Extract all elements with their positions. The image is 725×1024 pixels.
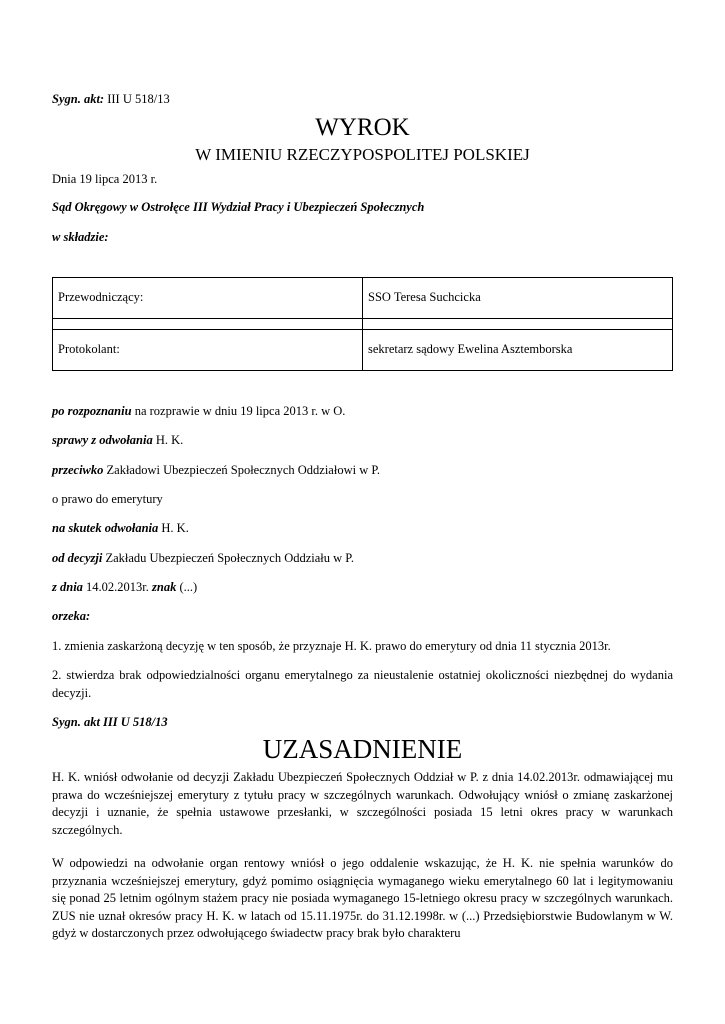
appeal-line bbox=[52, 432, 183, 450]
considered-line bbox=[52, 403, 345, 421]
considered-text: na rozprawie w dniu 19 lipca 2013 r. w O. bbox=[131, 404, 346, 418]
appeal-label: sprawy z odwołania bbox=[52, 433, 153, 447]
name-cell bbox=[363, 319, 673, 330]
against-text: Zakładowi Ubezpieczeń Społecznych Oddziałowi w P. bbox=[103, 463, 381, 477]
name-cell: sekretarz sądowy Ewelina Asztemborska bbox=[363, 330, 673, 371]
against-line bbox=[52, 462, 380, 480]
decision-date-line bbox=[52, 579, 197, 597]
court-name: Sąd Okręgowy w Ostrołęce III Wydział Pracy i Ubezpieczeń Społecznych bbox=[52, 200, 425, 214]
judgment-subtitle: W IMIENIU RZECZYPOSPOLITEJ POLSKIEJ bbox=[195, 145, 530, 164]
due-line bbox=[52, 520, 189, 538]
justification-paragraph-2: W odpowiedzi na odwołanie organ rentowy wniósł o jego oddalenie wskazując, że H. K. nie spełnia warunków do przyznania wcześniejszej emerytury, gdyż pomimo osiągnięcia wymaganego wieku emerytalnego 60 lat i legitymowaniu się ponad 25 letnim ogólnym stażem pracy nie posiada wymaganego 15-letniego okresu pracy w szczególnych warunkach. ZUS nie uznał okresów pracy H. K. w latach od 15.11.1975r. do 31.12.1998r. w (...) Przedsiębiorstwie Budowlanym w W. gdyż w dostarczonych przez odwołującego świadectw pracy brak było charakteru bbox=[52, 856, 673, 940]
sign-label: znak bbox=[152, 580, 177, 594]
sign-text: (...) bbox=[176, 580, 198, 594]
decision-date-text: 14.02.2013r. bbox=[82, 580, 153, 594]
name-cell: SSO Teresa Suchcicka bbox=[363, 278, 673, 319]
decision-date-label: z dnia bbox=[52, 580, 83, 594]
role-cell bbox=[53, 319, 363, 330]
decision-label: od decyzji bbox=[52, 551, 103, 565]
considered-label: po rozpoznaniu bbox=[52, 404, 132, 418]
decision-line bbox=[52, 550, 354, 568]
judgment-date: Dnia 19 lipca 2013 r. bbox=[52, 172, 158, 186]
role-cell: Protokolant: bbox=[53, 330, 363, 371]
table-row bbox=[53, 330, 673, 371]
table-row bbox=[53, 278, 673, 319]
case-signature-value: III U 518/13 bbox=[107, 92, 170, 106]
ruling-point-2: 2. stwierdza brak odpowiedzialności organu emerytalnego za nieustalenie ostatniej okoliczności niezbędnej do wydania decyzji. bbox=[52, 668, 673, 700]
composition-label: w składzie: bbox=[52, 230, 109, 244]
subject-line: o prawo do emerytury bbox=[52, 492, 163, 506]
due-label: na skutek odwołania bbox=[52, 521, 159, 535]
case-signature-line bbox=[52, 91, 170, 109]
role-cell: Przewodniczący: bbox=[53, 278, 363, 319]
due-text: H. K. bbox=[158, 521, 189, 535]
case-signature-label: Sygn. akt: bbox=[52, 92, 105, 106]
against-label: przeciwko bbox=[52, 463, 104, 477]
ruling-label: orzeka: bbox=[52, 609, 91, 623]
composition-table bbox=[52, 277, 673, 371]
judgment-title: WYROK bbox=[315, 114, 410, 141]
table-row bbox=[53, 319, 673, 330]
decision-text: Zakładu Ubezpieczeń Społecznych Oddziału w P. bbox=[102, 551, 354, 565]
justification-title: UZASADNIENIE bbox=[262, 734, 463, 764]
justification-signature: Sygn. akt III U 518/13 bbox=[52, 715, 168, 729]
appeal-text: H. K. bbox=[152, 433, 184, 447]
ruling-point-1: 1. zmienia zaskarżoną decyzję w ten sposób, że przyznaje H. K. prawo do emerytury od dnia 11 stycznia 2013r. bbox=[52, 639, 611, 653]
justification-paragraph-1: H. K. wniósł odwołanie od decyzji Zakładu Ubezpieczeń Społecznych Oddział w P. z dnia 14.02.2013r. odmawiającej mu prawa do wcześniejszej emerytury z tytułu pracy w szczególnych warunkach. Odwołujący wniósł o zmianę zaskarżonej decyzji i uznanie, że spełnia ustawowe przesłanki, w szczególności posiada 15 letni okres pracy w warunkach szczególnych. bbox=[52, 770, 673, 837]
